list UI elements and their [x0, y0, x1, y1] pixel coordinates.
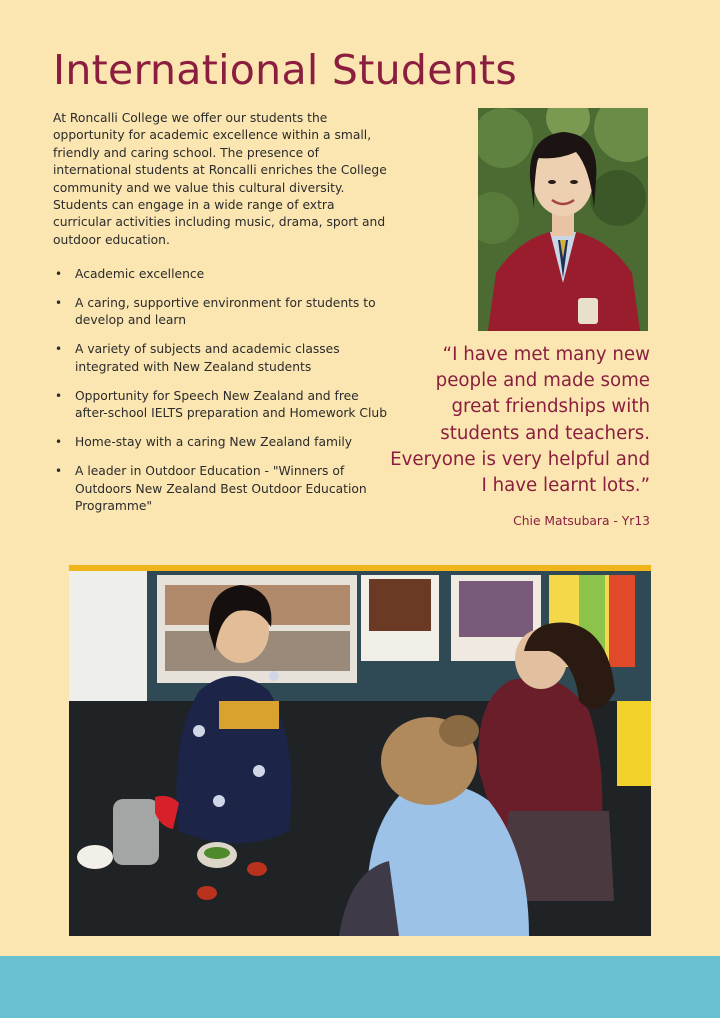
list-item-text: Opportunity for Speech New Zealand and free after-school IELTS preparation and Homework Club [75, 388, 388, 421]
bullet-icon: • [55, 388, 63, 403]
portrait-illustration [478, 108, 648, 331]
student-quote: “I have met many new people and made some great friendships with students and teachers. Everyone is very helpful and I have learnt lots.” [390, 344, 650, 497]
list-item-text: A leader in Outdoor Education - "Winners of Outdoors New Zealand Best Outdoor Education Programme" [75, 464, 367, 514]
page-title: International Students [53, 46, 518, 94]
list-item-text: Academic excellence [75, 267, 205, 281]
tea-ceremony-photo [69, 565, 651, 936]
quote-attribution: Chie Matsubara - Yr13 [513, 514, 650, 528]
bullet-icon: • [55, 435, 63, 450]
list-item-text: A caring, supportive environment for students to develop and learn [75, 296, 376, 328]
bullet-icon: • [55, 464, 63, 479]
benefits-list [53, 266, 393, 527]
bullet-icon: • [55, 296, 63, 310]
list-item [53, 388, 393, 423]
list-item [53, 341, 393, 376]
list-item [53, 266, 393, 283]
bullet-icon: • [55, 267, 63, 281]
intro-paragraph: At Roncalli College we offer our students the opportunity for academic excellence within a small, friendly and caring school. The presence of international students at Roncalli enriches the College community and we value this cultural diversity. Students can engage in a wide range of extra curricular activities including music, drama, sport and outdoor education. [53, 111, 387, 247]
bullet-icon: • [55, 342, 63, 357]
list-item [53, 434, 393, 451]
student-portrait-photo [478, 108, 648, 331]
tea-ceremony-illustration [69, 571, 651, 936]
list-item-text: A variety of subjects and academic classes integrated with New Zealand students [75, 342, 340, 374]
footer-band [0, 956, 720, 1018]
list-item [53, 295, 393, 330]
list-item-text: Home-stay with a caring New Zealand family [75, 435, 353, 450]
list-item [53, 463, 393, 515]
